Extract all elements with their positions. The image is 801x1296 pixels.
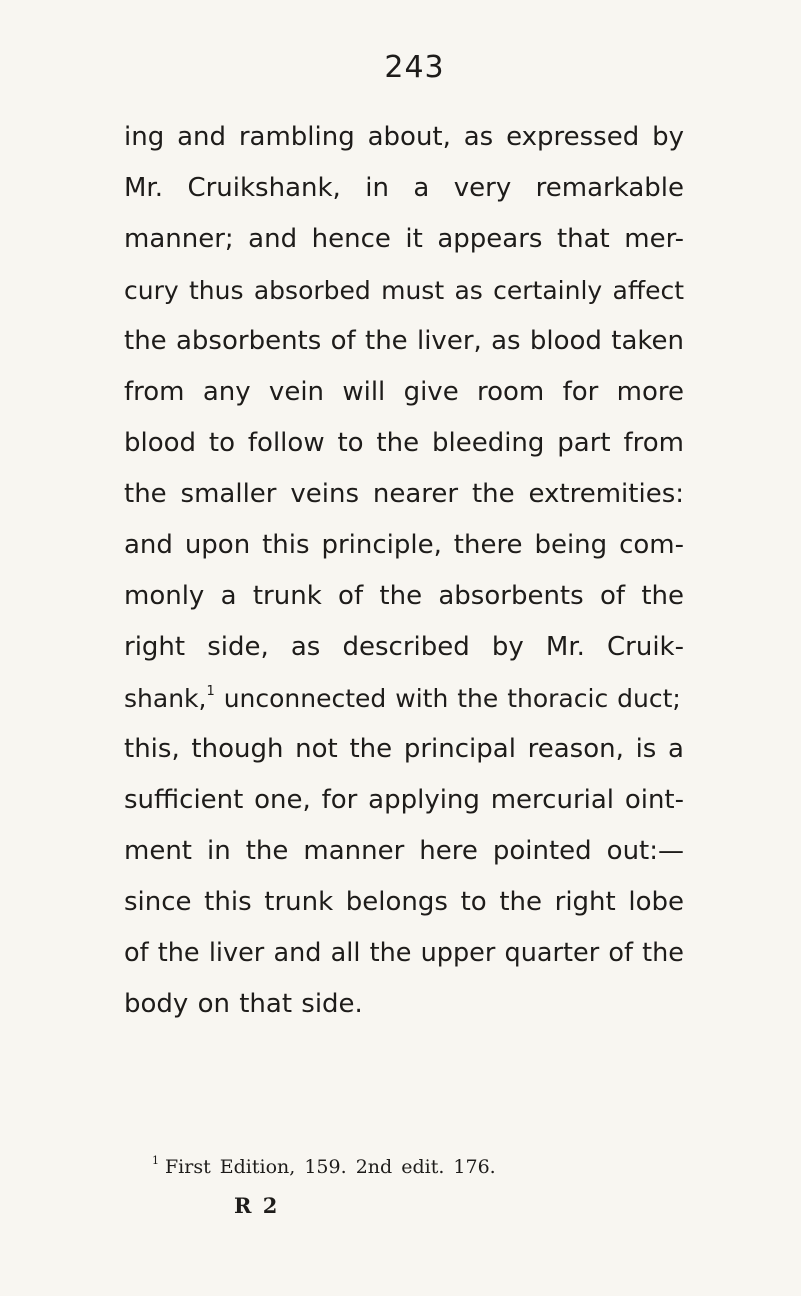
text-line: monly a trunk of the absorbents of the [124,581,684,611]
text-line: right side, as described by Mr. Cruik- [124,632,684,662]
text-line: the absorbents of the liver, as blood taken [124,326,684,356]
page-number: 243 [384,50,445,85]
body-text [124,112,684,1030]
footnote-text: First Edition, 159. 2nd edit. 176. [165,1156,496,1178]
text-line-with-footnote [124,673,684,724]
text-line: blood to follow to the bleeding part from [124,428,684,458]
text-line: body on that side. [124,989,363,1019]
text-line: the smaller veins nearer the extremities: [124,479,684,509]
text-line: sufficient one, for applying mercurial oint- [124,785,684,815]
text-line: Mr. Cruikshank, in a very remarkable [124,173,684,203]
text-line: and upon this principle, there being com- [124,530,684,560]
text-line: ment in the manner here pointed out:— [124,836,684,866]
text-line: manner; and hence it appears that mer- [124,224,684,254]
text-line: since this trunk belongs to the right lobe [124,887,684,917]
signature-mark: R 2 [234,1193,278,1218]
text-line: from any vein will give room for more [124,377,684,407]
footnote-marker: 1 [152,1154,159,1167]
text-line: cury thus absorbed must as certainly affect [124,276,684,305]
text-line: of the liver and all the upper quarter of the [124,938,684,968]
text-fragment: unconnected with the thoracic duct; [223,684,681,713]
footnote-reference: 1 [206,684,215,699]
text-fragment: shank, [124,684,207,713]
text-line: this, though not the principal reason, is a [124,734,684,764]
footnote [152,1156,496,1178]
text-line: ing and rambling about, as expressed by [124,122,684,152]
